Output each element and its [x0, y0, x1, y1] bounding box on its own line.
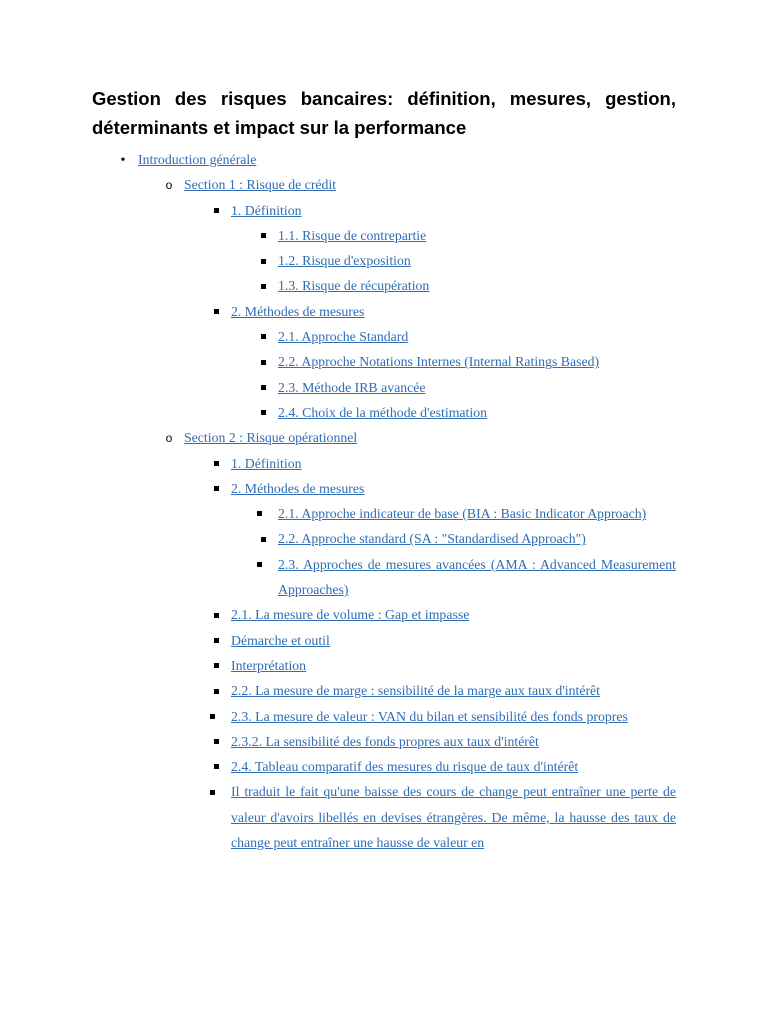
- square-bullet-icon: [257, 375, 269, 400]
- toc-link-s1-definition[interactable]: 1. Définition: [231, 202, 302, 218]
- toc-link-section2[interactable]: Section 2 : Risque opérationnel: [184, 430, 358, 446]
- toc-link-s2-meth-3[interactable]: 2.3. Approches de mesures avancées (AMA : Advanced Measurement Approaches): [278, 556, 676, 598]
- toc-link-s2-meth-2[interactable]: 2.2. Approche standard (SA : "Standardised Approach"): [278, 531, 586, 547]
- toc-link-s1-meth-2[interactable]: 2.2. Approche Notations Internes (Internal Ratings Based): [278, 354, 600, 370]
- square-bullet-icon: [257, 324, 269, 349]
- document-title: Gestion des risques bancaires: définition, mesures, gestion, déterminants et impact sur la performance: [92, 88, 676, 138]
- square-bullet-icon: [257, 248, 269, 273]
- toc-item-s1-meth-2: [278, 349, 676, 374]
- square-bullet-icon: [210, 602, 222, 627]
- toc-link-s2-methods[interactable]: 2. Méthodes de mesures: [231, 480, 365, 496]
- toc-item-s2-definition: [231, 451, 676, 476]
- square-bullet-icon: [210, 678, 222, 703]
- toc-link-s1-methods[interactable]: 2. Méthodes de mesures: [231, 303, 365, 319]
- square-bullet-icon: [210, 628, 222, 653]
- document-body: [92, 84, 676, 855]
- square-bullet-icon: [257, 526, 269, 551]
- toc-item-s2-meth-2: [278, 526, 676, 551]
- toc-link-s1-meth-3[interactable]: 2.3. Méthode IRB avancée: [278, 379, 426, 395]
- square-bullet-icon: [257, 501, 269, 526]
- toc-item-s2-methods: [231, 476, 676, 501]
- toc-item-s2-volume: [231, 602, 676, 627]
- toc-link-s2-demarche[interactable]: Démarche et outil: [231, 632, 330, 648]
- toc-link-s2-meth-1[interactable]: 2.1. Approche indicateur de base (BIA : Basic Indicator Approach): [278, 506, 647, 522]
- toc-item-section1: [184, 172, 676, 197]
- toc-item-s1-def-3: [278, 273, 676, 298]
- circle-bullet-icon: [163, 172, 175, 198]
- toc-link-s1-def-2[interactable]: 1.2. Risque d'exposition: [278, 253, 411, 269]
- toc-item-s2-interpretation: [231, 653, 676, 678]
- toc-link-s2-definition[interactable]: 1. Définition: [231, 455, 302, 471]
- toc-link-s2-volume[interactable]: 2.1. La mesure de volume : Gap et impasse: [231, 607, 470, 623]
- square-bullet-icon: [257, 349, 269, 374]
- toc-link-section1[interactable]: Section 1 : Risque de crédit: [184, 177, 337, 193]
- toc-item-s2-marge: [231, 678, 676, 703]
- toc-item-s2-meth-1: [278, 501, 676, 526]
- toc-item-s2-meth-3: [278, 552, 676, 603]
- square-bullet-icon: [257, 223, 269, 248]
- toc-item-s2-tableau: [231, 754, 676, 779]
- square-bullet-icon: [210, 754, 222, 779]
- circle-bullet-icon: [163, 425, 175, 451]
- toc-item-s2-sensibilite: [231, 729, 676, 754]
- square-bullet-icon: [210, 653, 222, 678]
- disc-bullet-icon: [117, 147, 129, 173]
- square-bullet-icon: [257, 552, 269, 577]
- toc-link-s1-meth-4[interactable]: 2.4. Choix de la méthode d'estimation: [278, 404, 488, 420]
- square-bullet-icon: [210, 729, 222, 754]
- toc-link-s2-valeur[interactable]: 2.3. La mesure de valeur : VAN du bilan et sensibilité des fonds propres: [231, 708, 628, 724]
- toc-item-s1-methods: [231, 299, 676, 324]
- toc-link-s2-marge[interactable]: 2.2. La mesure de marge : sensibilité de la marge aux taux d'intérêt: [231, 683, 601, 699]
- toc-item-s2-demarche: [231, 628, 676, 653]
- toc-link-intro[interactable]: Introduction générale: [138, 152, 257, 167]
- toc-link-s2-tableau[interactable]: 2.4. Tableau comparatif des mesures du risque de taux d'intérêt: [231, 759, 579, 775]
- toc-item-s1-meth-4: [278, 400, 676, 425]
- square-bullet-icon: [210, 451, 222, 476]
- toc-item-s1-meth-1: [278, 324, 676, 349]
- toc-link-s1-def-3[interactable]: 1.3. Risque de récupération: [278, 278, 430, 294]
- toc-item-s2-change: [231, 779, 676, 855]
- toc-link-s2-sensibilite[interactable]: 2.3.2. La sensibilité des fonds propres aux taux d'intérêt: [231, 733, 539, 749]
- toc-link-s1-def-1[interactable]: 1.1. Risque de contrepartie: [278, 227, 427, 243]
- toc-item-s1-meth-3: [278, 375, 676, 400]
- square-bullet-icon: [210, 779, 222, 804]
- toc-item-section2: [184, 425, 676, 450]
- square-bullet-icon: [210, 704, 222, 729]
- toc-link-s2-interpretation[interactable]: Interprétation: [231, 657, 307, 673]
- toc-item-s1-definition: [231, 198, 676, 223]
- toc-link-s2-change[interactable]: Il traduit le fait qu'une baisse des cours de change peut entraîner une perte de valeur d'avoirs libellés en devises étrangères. De même, la hausse des taux de change peut entraîner une hausse de valeur en: [231, 784, 676, 851]
- toc-item-s1-def-1: [278, 223, 676, 248]
- square-bullet-icon: [257, 273, 269, 298]
- toc-item-s2-valeur: [231, 704, 676, 729]
- square-bullet-icon: [210, 299, 222, 324]
- toc-item-s1-def-2: [278, 248, 676, 273]
- table-of-contents: [92, 147, 676, 855]
- toc-link-s1-meth-1[interactable]: 2.1. Approche Standard: [278, 329, 409, 345]
- square-bullet-icon: [210, 198, 222, 223]
- square-bullet-icon: [210, 476, 222, 501]
- square-bullet-icon: [257, 400, 269, 425]
- toc-item-intro: [138, 147, 676, 172]
